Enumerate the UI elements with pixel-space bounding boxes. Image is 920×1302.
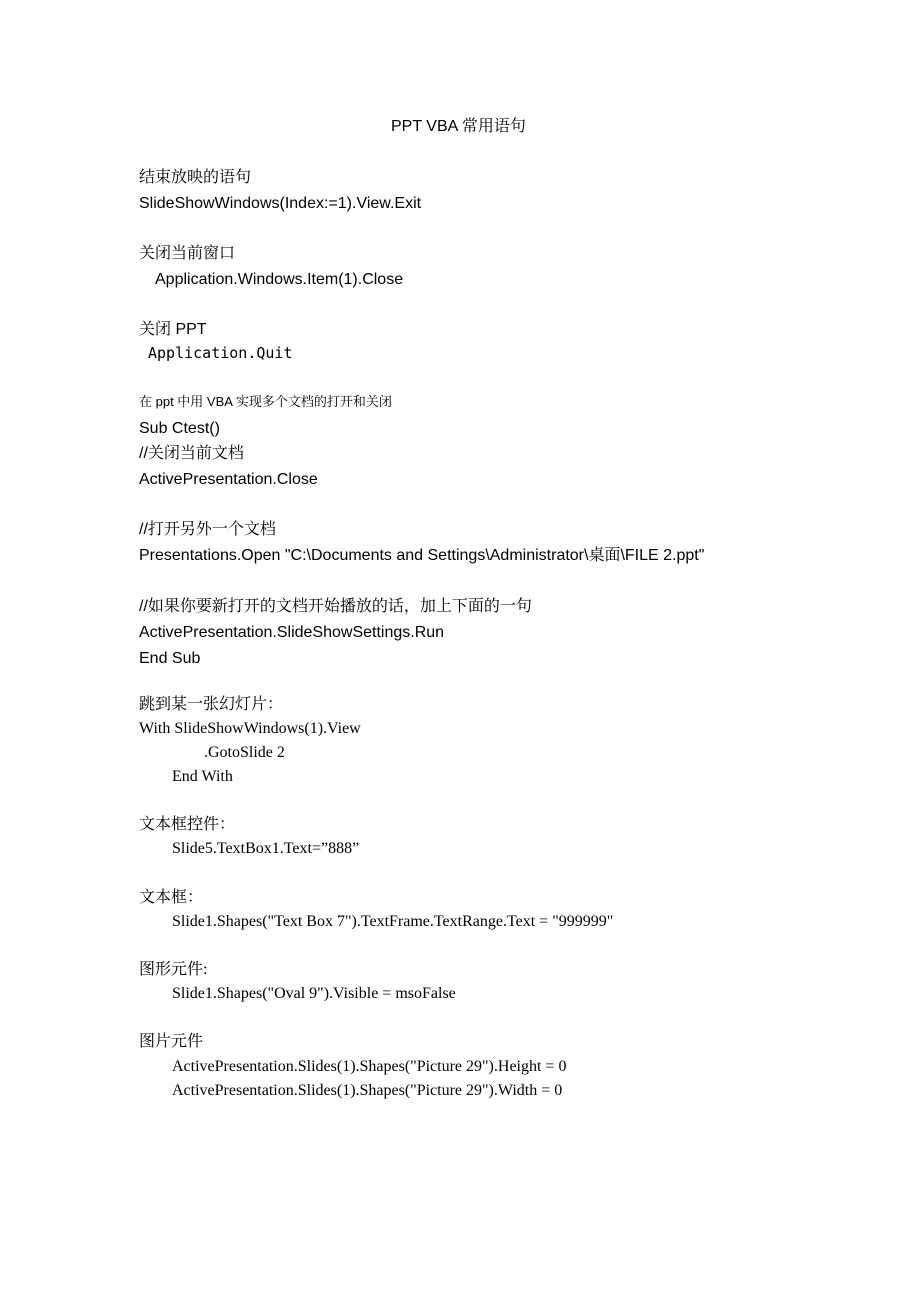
code-line: Application.Quit [148, 344, 293, 362]
code-line: Slide1.Shapes("Oval 9").Visible = msoFalse [172, 985, 456, 1002]
code-comment: //如果你要新打开的文档开始播放的话，加上下面的一句 [139, 598, 532, 615]
section-heading-textbox-control: 文本框控件： [139, 816, 236, 833]
section-heading-shape: 图形元件: [139, 961, 208, 978]
code-line: Sub Ctest() [139, 420, 220, 437]
code-line: Application.Windows.Item(1).Close [155, 271, 404, 288]
section-heading-close-window: 关闭当前窗口 [139, 245, 236, 262]
section-heading-close-ppt: 关闭 PPT [139, 321, 207, 338]
section-heading-goto-slide: 跳到某一张幻灯片： [139, 696, 284, 713]
code-line: Slide5.TextBox1.Text=”888” [172, 840, 360, 857]
code-line: End Sub [139, 650, 201, 667]
code-comment: //打开另外一个文档 [139, 521, 276, 538]
code-line: Slide1.Shapes("Text Box 7").TextFrame.TextRange.Text = "999999" [172, 913, 614, 930]
section-heading-multi-doc: 在 ppt 中用 VBA 实现多个文档的打开和关闭 [139, 394, 392, 409]
code-line: ActivePresentation.SlideShowSettings.Run [139, 624, 445, 641]
code-line: .GotoSlide 2 [204, 744, 285, 761]
code-line: ActivePresentation.Slides(1).Shapes("Picture 29").Height = 0 [172, 1058, 567, 1075]
section-heading-end-show: 结束放映的语句 [139, 169, 252, 186]
code-line: With SlideShowWindows(1).View [139, 720, 361, 737]
code-comment: //关闭当前文档 [139, 445, 244, 462]
code-line: End With [172, 768, 233, 785]
code-line: ActivePresentation.Close [139, 471, 318, 488]
code-line: SlideShowWindows(Index:=1).View.Exit [139, 195, 422, 212]
page-title: PPT VBA 常用语句 [391, 118, 526, 135]
code-line: ActivePresentation.Slides(1).Shapes("Picture 29").Width = 0 [172, 1082, 563, 1099]
code-line: Presentations.Open "C:\Documents and Settings\Administrator\桌面\FILE 2.ppt" [139, 547, 705, 564]
section-heading-textbox: 文本框： [139, 889, 204, 906]
section-heading-picture: 图片元件 [139, 1033, 204, 1050]
